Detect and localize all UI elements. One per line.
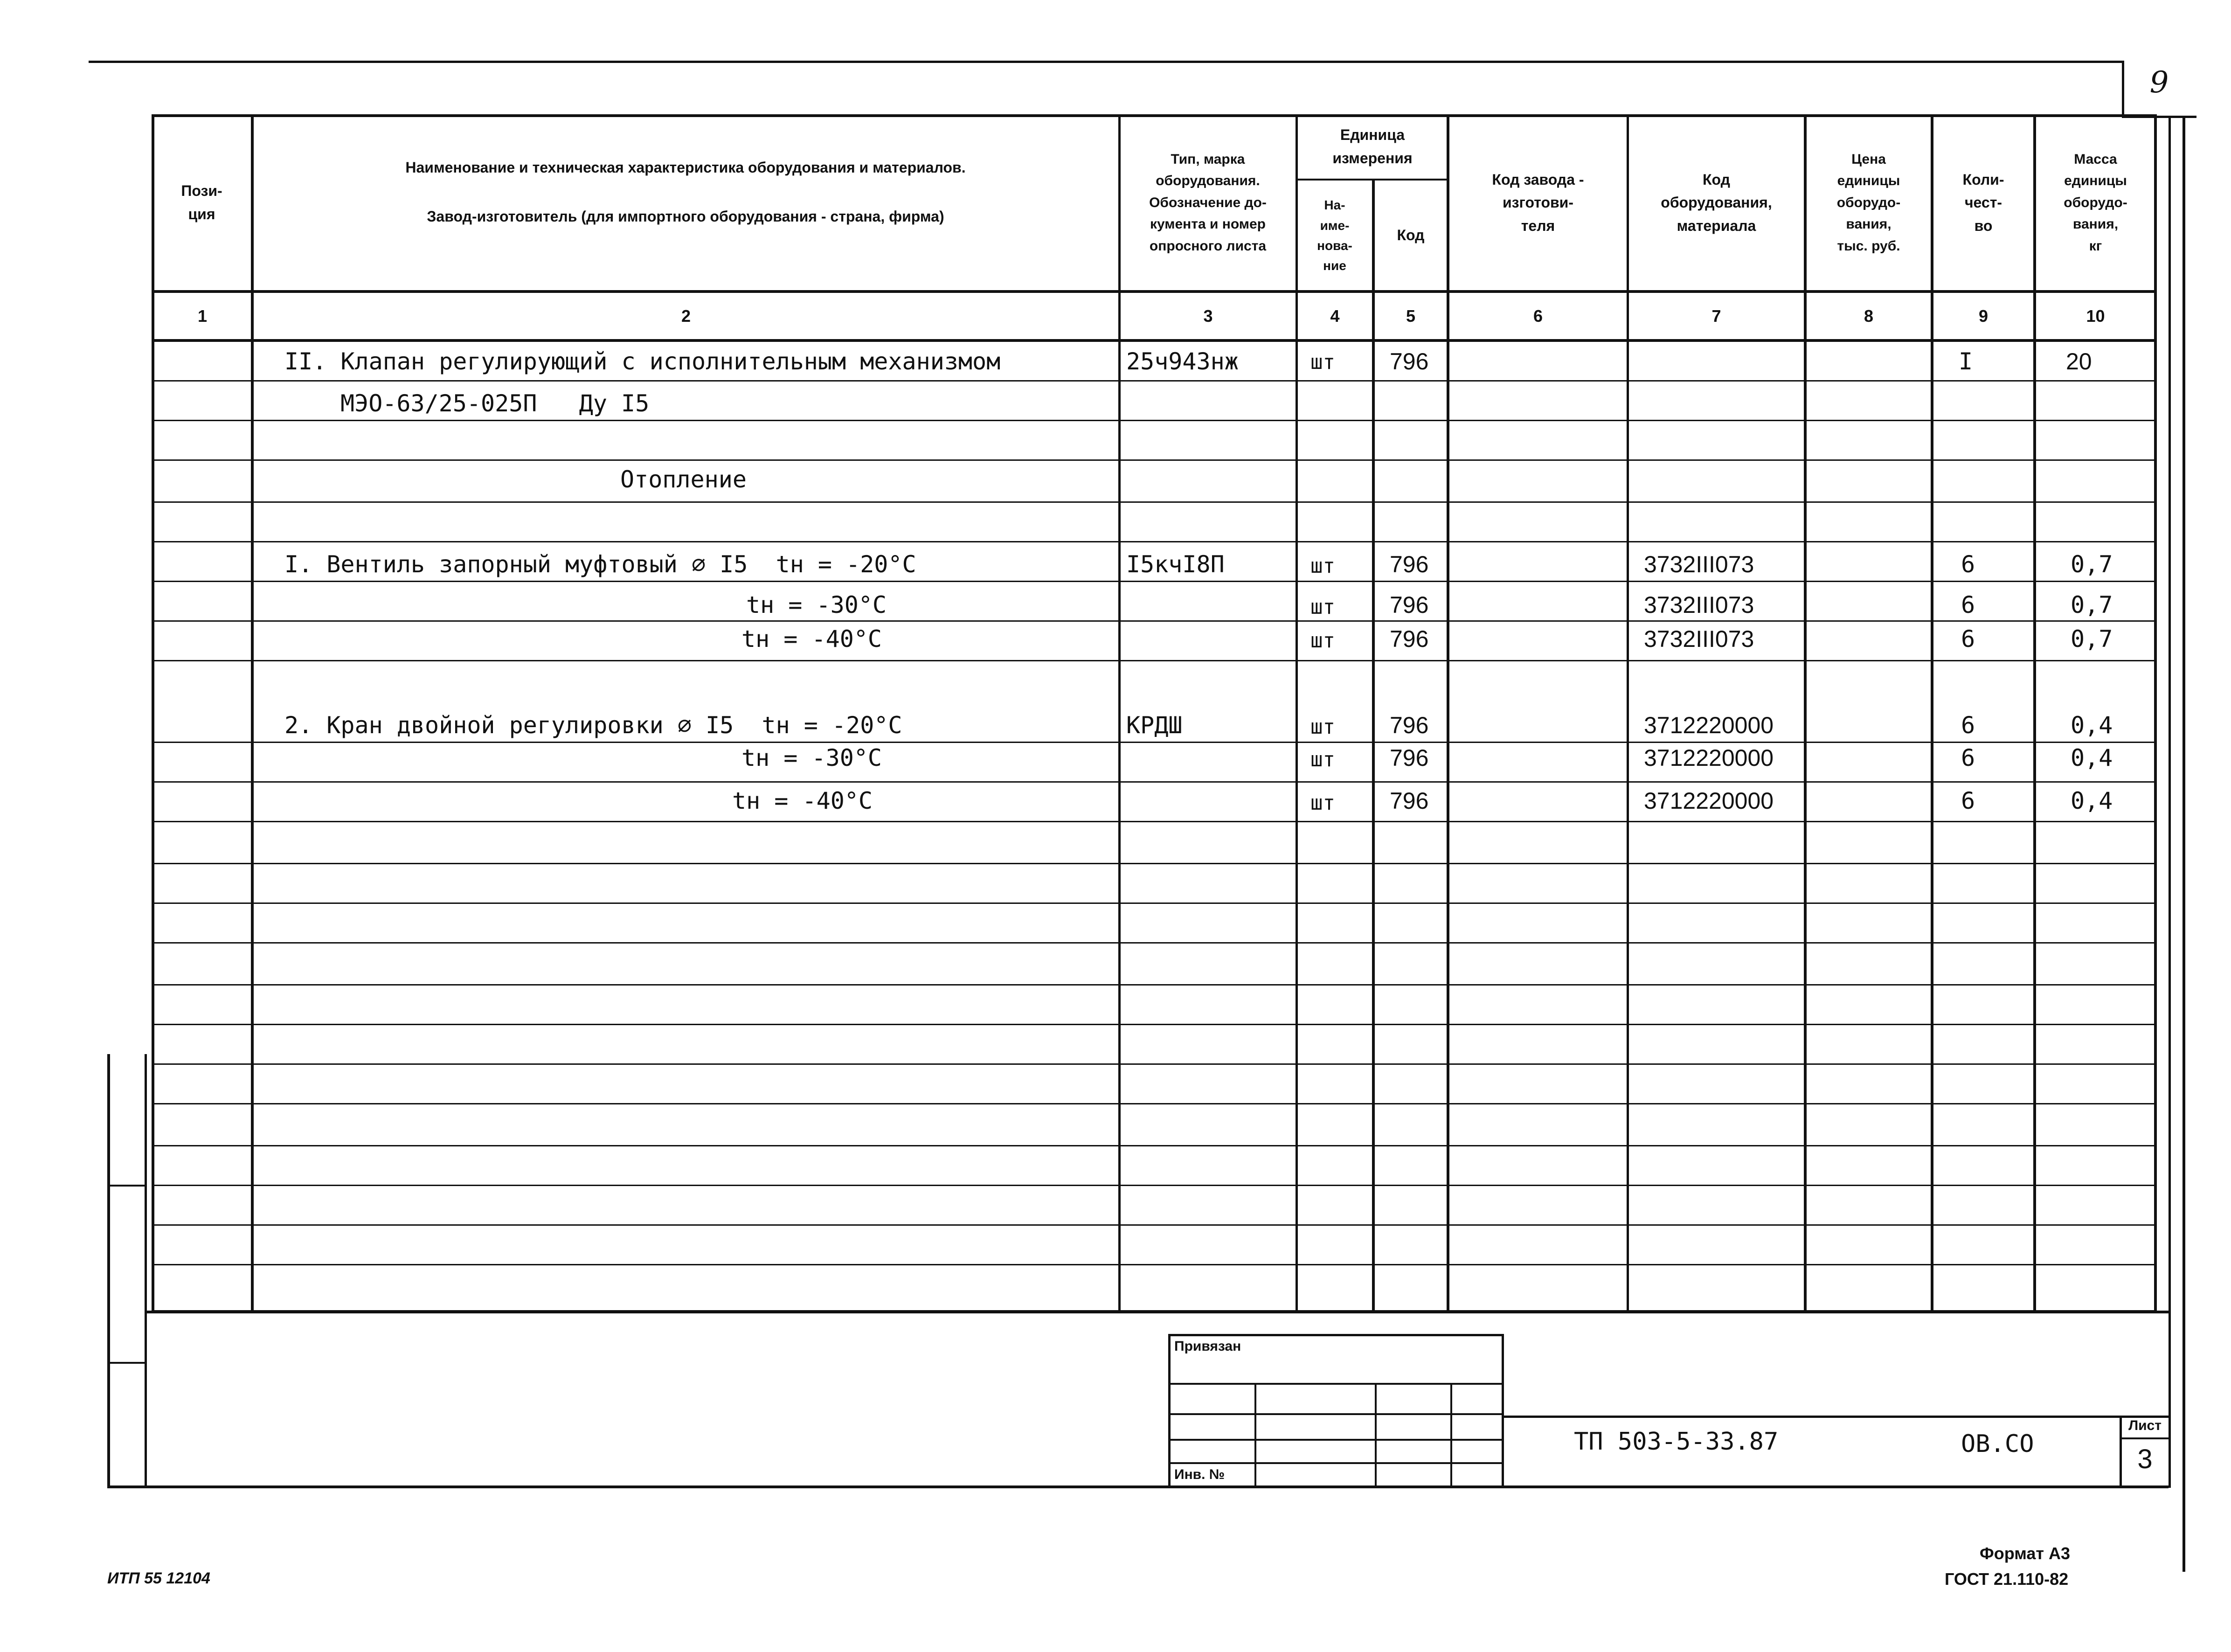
- footer-left-code: ИТП 55 12104: [107, 1569, 210, 1587]
- colnum-7: 7: [1711, 306, 1721, 326]
- colnum-3: 3: [1203, 306, 1213, 326]
- document-number: ТП 503-5-33.87: [1574, 1428, 1779, 1456]
- top-border-line: [89, 61, 2122, 63]
- sheet-box-left-line: [2120, 1416, 2122, 1488]
- header-factory-code: Код завода - изготови- теля: [1492, 171, 1584, 234]
- row-1-name: II. Клапан регулирующий с исполнительным механизмом: [284, 348, 1001, 375]
- inv-number-label: Инв. №: [1174, 1467, 1225, 1482]
- row-separator-line: [152, 459, 2157, 461]
- row-separator-line: [152, 581, 2157, 582]
- row-9-code: 796: [1390, 788, 1429, 814]
- sheet-number: 3: [2137, 1444, 2153, 1474]
- sheet-box-divider: [2120, 1437, 2169, 1439]
- row-separator-line: [152, 863, 2157, 864]
- header-type: Тип, марка оборудования. Обозначение до- кумента и номер опросного листа: [1149, 151, 1267, 254]
- row-6-material-code: 3732III073: [1644, 626, 1754, 652]
- row-1-qty: I: [1959, 348, 1973, 375]
- row-separator-line: [152, 1063, 2157, 1065]
- bottom-frame-line: [107, 1485, 2169, 1488]
- colnum-4: 4: [1330, 306, 1340, 326]
- row-8-qty: 6: [1961, 744, 1975, 771]
- header-equipment-code: Код оборудования, материала: [1661, 171, 1772, 234]
- row-4-unit: шт: [1310, 554, 1335, 578]
- colnum-10: 10: [2086, 306, 2105, 326]
- row-7-type: КРДШ: [1126, 712, 1183, 739]
- title-block-top-line: [1504, 1416, 2169, 1418]
- row-separator-line: [152, 620, 2157, 622]
- row-6-qty: 6: [1961, 625, 1975, 652]
- header-position: Пози- ция: [181, 182, 222, 222]
- bound-stamp-line-4: [1168, 1462, 1504, 1464]
- row-8-mass: 0,4: [2071, 744, 2113, 771]
- header-unit-code: Код: [1397, 227, 1425, 244]
- bound-stamp-vline-3: [1450, 1383, 1452, 1485]
- row-1-type: 25ч943нж: [1126, 348, 1239, 375]
- row-separator-line: [152, 1185, 2157, 1186]
- section-heating: Отопление: [620, 466, 747, 493]
- row-separator-line: [152, 1024, 2157, 1025]
- row-5-name: tн = -30°С: [746, 591, 887, 618]
- bound-stamp-line-3: [1168, 1439, 1504, 1441]
- row-separator-line: [152, 781, 2157, 783]
- row-2-name: МЭО-63/25-025П Ду I5: [340, 390, 650, 417]
- row-separator-line: [152, 1264, 2157, 1265]
- row-separator-line: [152, 821, 2157, 822]
- row-5-mass: 0,7: [2071, 591, 2113, 618]
- row-5-unit: шт: [1310, 595, 1335, 619]
- row-6-mass: 0,7: [2071, 625, 2113, 652]
- row-4-material-code: 3732III073: [1644, 551, 1754, 577]
- row-separator-line: [152, 420, 2157, 421]
- format-label: Формат А3: [1980, 1544, 2071, 1563]
- row-separator-line: [152, 380, 2157, 382]
- row-7-name: 2. Кран двойной регулировки ∅ I5 tн = -20°С: [284, 712, 902, 739]
- row-6-code: 796: [1390, 626, 1429, 652]
- row-5-material-code: 3732III073: [1644, 592, 1754, 618]
- row-4-qty: 6: [1961, 551, 1975, 578]
- bound-stamp-vline-2: [1375, 1383, 1377, 1485]
- bound-stamp-vline-1: [1254, 1383, 1256, 1485]
- row-separator-line: [152, 942, 2157, 944]
- colnum-1: 1: [197, 306, 208, 326]
- row-9-unit: шт: [1310, 791, 1335, 815]
- row-5-qty: 6: [1961, 591, 1975, 618]
- page-number-box-left: [2122, 61, 2124, 117]
- row-1-code: 796: [1390, 348, 1429, 375]
- row-separator-line: [152, 1103, 2157, 1104]
- row-4-type: I5кчI8П: [1126, 551, 1225, 578]
- row-7-mass: 0,4: [2071, 712, 2113, 739]
- header-unit-name: На- име- нова- ние: [1317, 198, 1352, 273]
- row-7-unit: шт: [1310, 715, 1335, 739]
- row-separator-line: [152, 742, 2157, 743]
- left-stamp-line: [107, 1054, 110, 1488]
- right-frame-line: [2182, 117, 2185, 1572]
- left-stamp-inner-line: [145, 1054, 147, 1488]
- row-separator-line: [152, 501, 2157, 503]
- row-9-name: tн = -40°С: [732, 787, 873, 814]
- colnum-9: 9: [1978, 306, 1988, 326]
- row-7-code: 796: [1390, 712, 1429, 738]
- row-7-qty: 6: [1961, 712, 1975, 739]
- colnum-8: 8: [1864, 306, 1874, 326]
- page-number: 9: [2149, 65, 2169, 100]
- table-bottom-line: [147, 1311, 2171, 1313]
- row-8-material-code: 3712220000: [1644, 745, 1774, 771]
- colnum-5: 5: [1406, 306, 1416, 326]
- row-7-material-code: 3712220000: [1644, 712, 1774, 738]
- row-separator-line: [152, 1145, 2157, 1146]
- row-separator-line: [152, 541, 2157, 542]
- sheet-label: Лист: [2128, 1418, 2162, 1433]
- row-8-unit: шт: [1310, 748, 1335, 771]
- row-9-mass: 0,4: [2071, 787, 2113, 814]
- left-stamp-divider-2: [107, 1362, 147, 1364]
- document-code: ОВ.СО: [1961, 1430, 2034, 1458]
- row-8-code: 796: [1390, 745, 1429, 771]
- header-price: Цена единицы оборудо- вания, тыс. руб.: [1836, 151, 1901, 254]
- colnum-2: 2: [681, 306, 691, 326]
- row-5-code: 796: [1390, 592, 1429, 618]
- header-quantity: Коли- чест- во: [1962, 171, 2004, 234]
- header-name-line1: Наименование и техническая характеристика оборудования и материалов.: [405, 159, 966, 176]
- bound-stamp-line-1: [1168, 1383, 1504, 1385]
- row-4-name: I. Вентиль запорный муфтовый ∅ I5 tн = -20°С: [284, 551, 916, 578]
- gost-label: ГОСТ 21.110-82: [1945, 1569, 2069, 1589]
- bound-stamp-box: [1168, 1334, 1504, 1488]
- row-1-mass: 20: [2066, 348, 2092, 375]
- row-separator-line: [152, 660, 2157, 661]
- row-4-code: 796: [1390, 551, 1429, 577]
- row-6-unit: шт: [1310, 629, 1335, 652]
- row-separator-line: [152, 1224, 2157, 1226]
- row-separator-line: [152, 984, 2157, 986]
- colnum-6: 6: [1533, 306, 1543, 326]
- header-mass: Масса единицы оборудо- вания, кг: [2064, 151, 2127, 254]
- right-inner-frame-line: [2169, 117, 2171, 1488]
- unit-header-divider: [1298, 179, 1447, 180]
- row-8-name: tн = -30°С: [741, 744, 882, 771]
- row-1-unit: шт: [1310, 350, 1335, 374]
- row-separator-line: [152, 902, 2157, 904]
- left-stamp-divider-1: [107, 1185, 147, 1187]
- col-line-4: [1372, 180, 1375, 1313]
- row-9-material-code: 3712220000: [1644, 788, 1774, 814]
- bound-stamp-line-2: [1168, 1413, 1504, 1415]
- header-unit: Единица измерения: [1332, 126, 1413, 167]
- row-6-name: tн = -40°С: [741, 625, 882, 652]
- header-name-line2: Завод-изготовитель (для импортного оборудования - страна, фирма): [427, 208, 944, 225]
- row-4-mass: 0,7: [2071, 551, 2113, 578]
- row-9-qty: 6: [1961, 787, 1975, 814]
- bound-label: Привязан: [1174, 1339, 1241, 1354]
